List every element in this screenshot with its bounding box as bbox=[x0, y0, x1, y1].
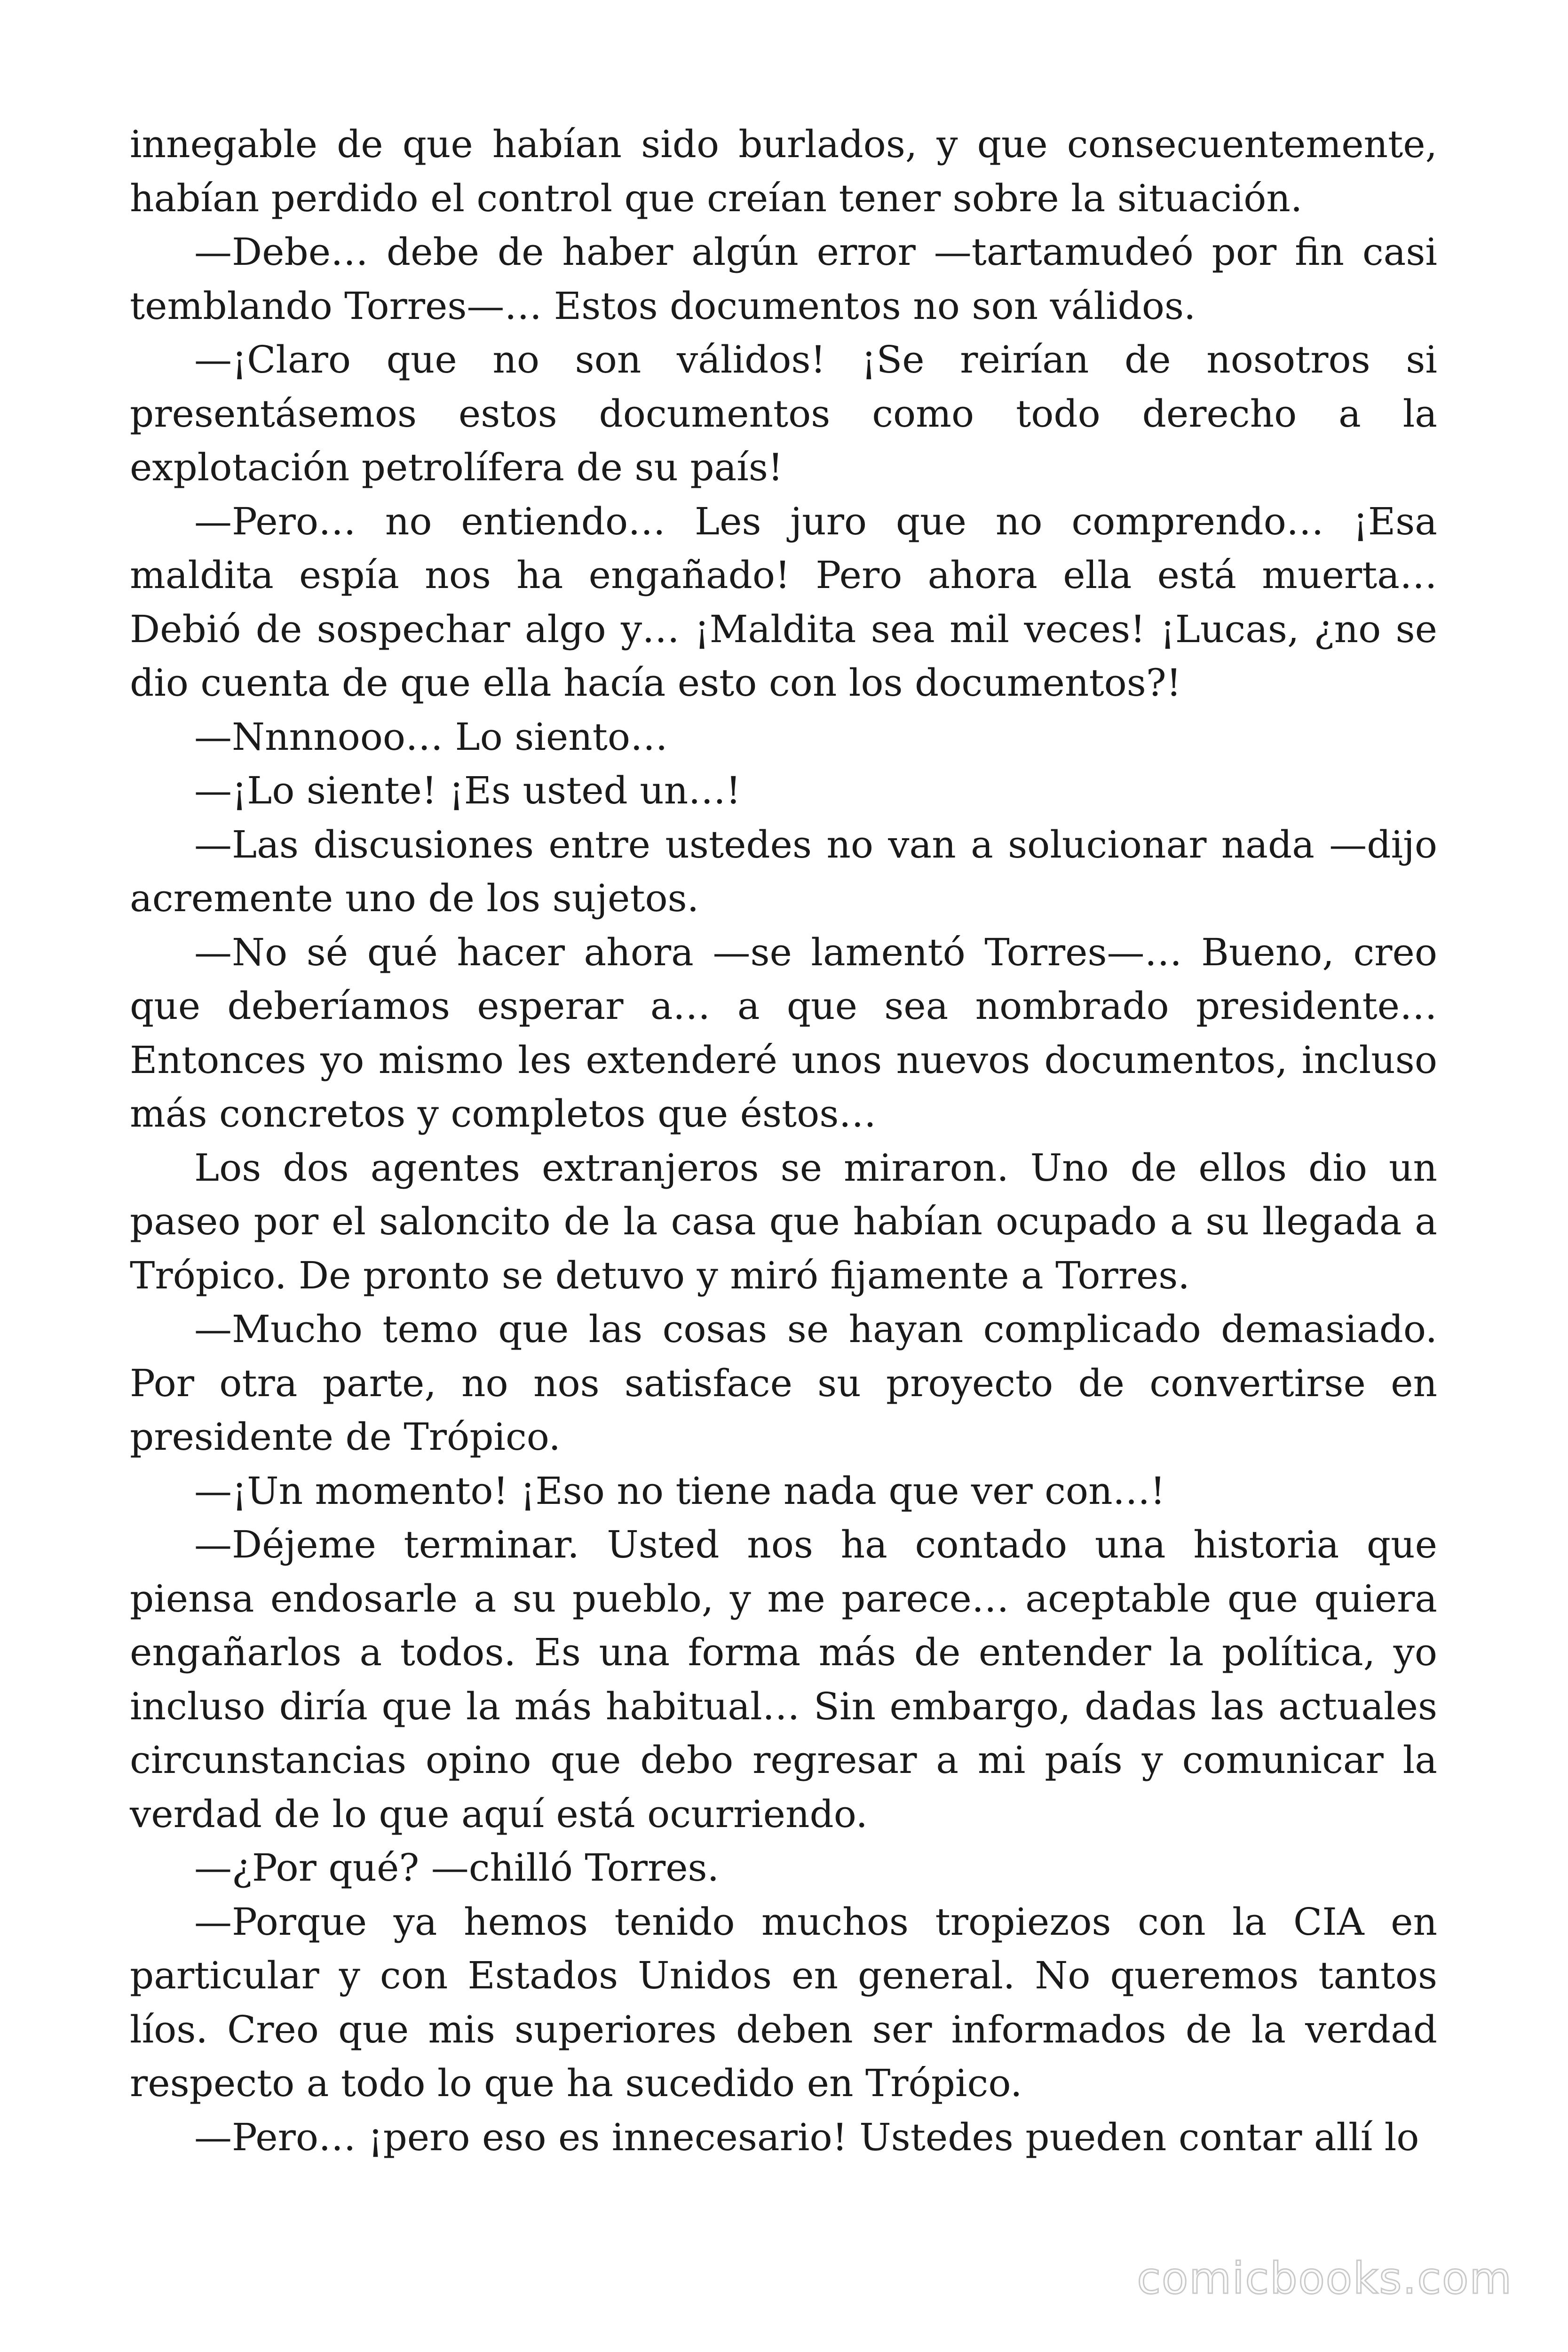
paragraph: —Pero… ¡pero eso es innecesario! Ustedes pueden contar allí lo bbox=[194, 2115, 1419, 2159]
watermark: comicbooks.com bbox=[1137, 2253, 1513, 2304]
paragraph: —Nnnnooo… Lo siento… bbox=[194, 715, 668, 759]
paragraph: —Debe… debe de haber algún error —tartamudeó por fin casi temblando Torres—… Estos documentos no son válidos. bbox=[130, 230, 1437, 328]
paragraph: —Mucho temo que las cosas se hayan complicado demasiado. Por otra parte, no nos satisface su proyecto de convertirse en presidente de Trópico. bbox=[130, 1307, 1437, 1459]
paragraph: innegable de que habían sido burlados, y que consecuentemente, habían perdido el control que creían tener sobre la situación. bbox=[130, 122, 1437, 220]
paragraph: —Déjeme terminar. Usted nos ha contado una historia que piensa endosarle a su pueblo, y me parece… aceptable que quiera engañarlos a todos. Es una forma más de entender la política, yo incluso diría que la más habitual… Sin embargo, dadas las actuales circunstancias opino que debo regresar a mi país y comunicar la verdad de lo que aquí está ocurriendo. bbox=[130, 1523, 1437, 1836]
paragraph: Los dos agentes extranjeros se miraron. Uno de ellos dio un paseo por el saloncito de la casa que habían ocupado a su llegada a Trópico. De pronto se detuvo y miró fijamente a Torres. bbox=[130, 1145, 1437, 1297]
paragraph: —Las discusiones entre ustedes no van a solucionar nada —dijo acremente uno de los sujetos. bbox=[130, 822, 1437, 920]
paragraph: —No sé qué hacer ahora —se lamentó Torres—… Bueno, creo que deberíamos esperar a… a que sea nombrado presidente… Entonces yo mismo les extenderé unos nuevos documentos, incluso más concretos y completos que éstos… bbox=[130, 930, 1437, 1136]
paragraph: —¿Por qué? —chilló Torres. bbox=[194, 1846, 720, 1890]
paragraph: —¡Lo siente! ¡Es usted un…! bbox=[194, 769, 741, 812]
paragraph: —¡Un momento! ¡Eso no tiene nada que ver con…! bbox=[194, 1469, 1165, 1513]
paragraph: —Pero… no entiendo… Les juro que no comprendo… ¡Esa maldita espía nos ha engañado! Pero ahora ella está muerta… Debió de sospechar algo y… ¡Maldita sea mil veces! ¡Lucas, ¿no se dio cuenta de que ella hacía esto con los documentos?! bbox=[130, 499, 1437, 705]
paragraph: —¡Claro que no son válidos! ¡Se reirían de nosotros si presentásemos estos documentos como todo derecho a la explotación petrolífera de su país! bbox=[130, 338, 1437, 489]
page-body bbox=[130, 118, 1437, 2164]
paragraph: —Porque ya hemos tenido muchos tropiezos con la CIA en particular y con Estados Unidos en general. No queremos tantos líos. Creo que mis superiores deben ser informados de la verdad respecto a todo lo que ha sucedido en Trópico. bbox=[130, 1899, 1437, 2105]
